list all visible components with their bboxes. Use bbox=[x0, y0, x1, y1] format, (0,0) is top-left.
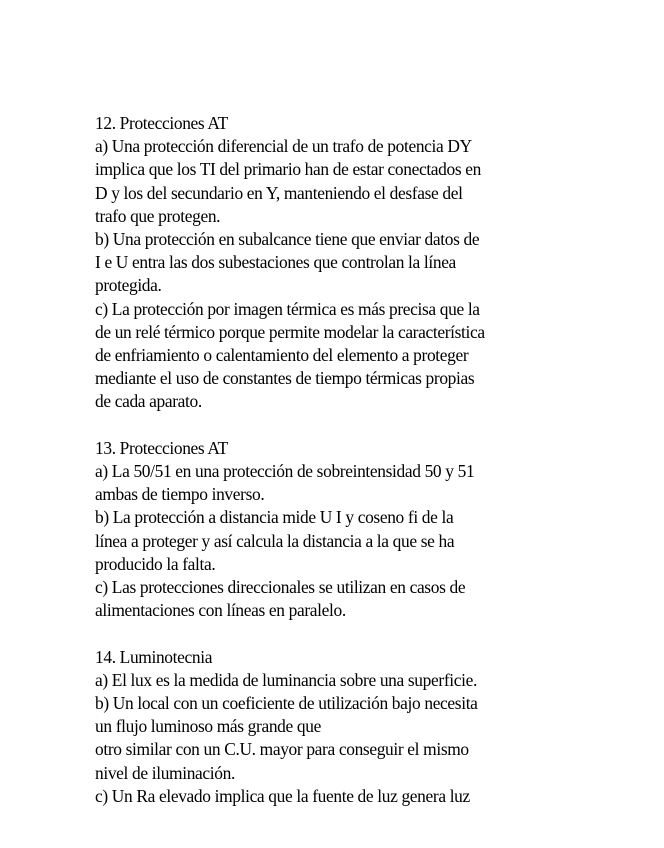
text-line: de un relé térmico porque permite modelar la característica bbox=[95, 321, 485, 342]
section-13 bbox=[95, 437, 655, 623]
text-line: a) Una protección diferencial de un trafo de potencia DY bbox=[95, 136, 472, 157]
text-line: ambas de tiempo inverso. bbox=[95, 484, 265, 505]
text-line: a) El lux es la medida de luminancia sobre una superficie. bbox=[95, 669, 477, 690]
section-title: 12. Protecciones AT bbox=[95, 113, 228, 133]
section-title: 14. Luminotecnia bbox=[95, 646, 213, 667]
text-line: c) Las protecciones direccionales se utilizan en casos de bbox=[95, 577, 466, 598]
section-14 bbox=[95, 646, 655, 808]
text-line: mediante el uso de constantes de tiempo térmicas propias bbox=[95, 368, 475, 389]
text-line: de enfriamiento o calentamiento del elemento a proteger bbox=[95, 345, 469, 366]
text-line: alimentaciones con líneas en paralelo. bbox=[95, 600, 346, 621]
text-line: implica que los TI del primario han de estar conectados en bbox=[95, 159, 481, 180]
text-line: D y los del secundario en Y, manteniendo el desfase del bbox=[95, 182, 463, 203]
text-line: b) Un local con un coeficiente de utilización bajo necesita bbox=[95, 693, 478, 714]
section-title: 13. Protecciones AT bbox=[95, 437, 228, 458]
text-line: nivel de iluminación. bbox=[95, 762, 235, 783]
text-line: b) Una protección en subalcance tiene que enviar datos de bbox=[95, 229, 480, 250]
text-line: a) La 50/51 en una protección de sobreintensidad 50 y 51 bbox=[95, 461, 475, 482]
section-12 bbox=[95, 112, 655, 414]
text-line: protegida. bbox=[95, 275, 162, 296]
text-line: otro similar con un C.U. mayor para conseguir el mismo bbox=[95, 739, 469, 760]
text-line: b) La protección a distancia mide U I y coseno fi de la bbox=[95, 507, 454, 528]
document-content bbox=[95, 112, 655, 831]
text-line: c) La protección por imagen térmica es más precisa que la bbox=[95, 298, 480, 319]
text-line: línea a proteger y así calcula la distancia a la que se ha bbox=[95, 530, 455, 551]
text-line: de cada aparato. bbox=[95, 391, 202, 412]
text-line: trafo que protegen. bbox=[95, 205, 221, 226]
text-line: c) Un Ra elevado implica que la fuente de luz genera luz bbox=[95, 785, 470, 806]
text-line: I e U entra las dos subestaciones que controlan la línea bbox=[95, 252, 456, 273]
text-line: un flujo luminoso más grande que bbox=[95, 716, 321, 737]
text-line: producido la falta. bbox=[95, 553, 216, 574]
